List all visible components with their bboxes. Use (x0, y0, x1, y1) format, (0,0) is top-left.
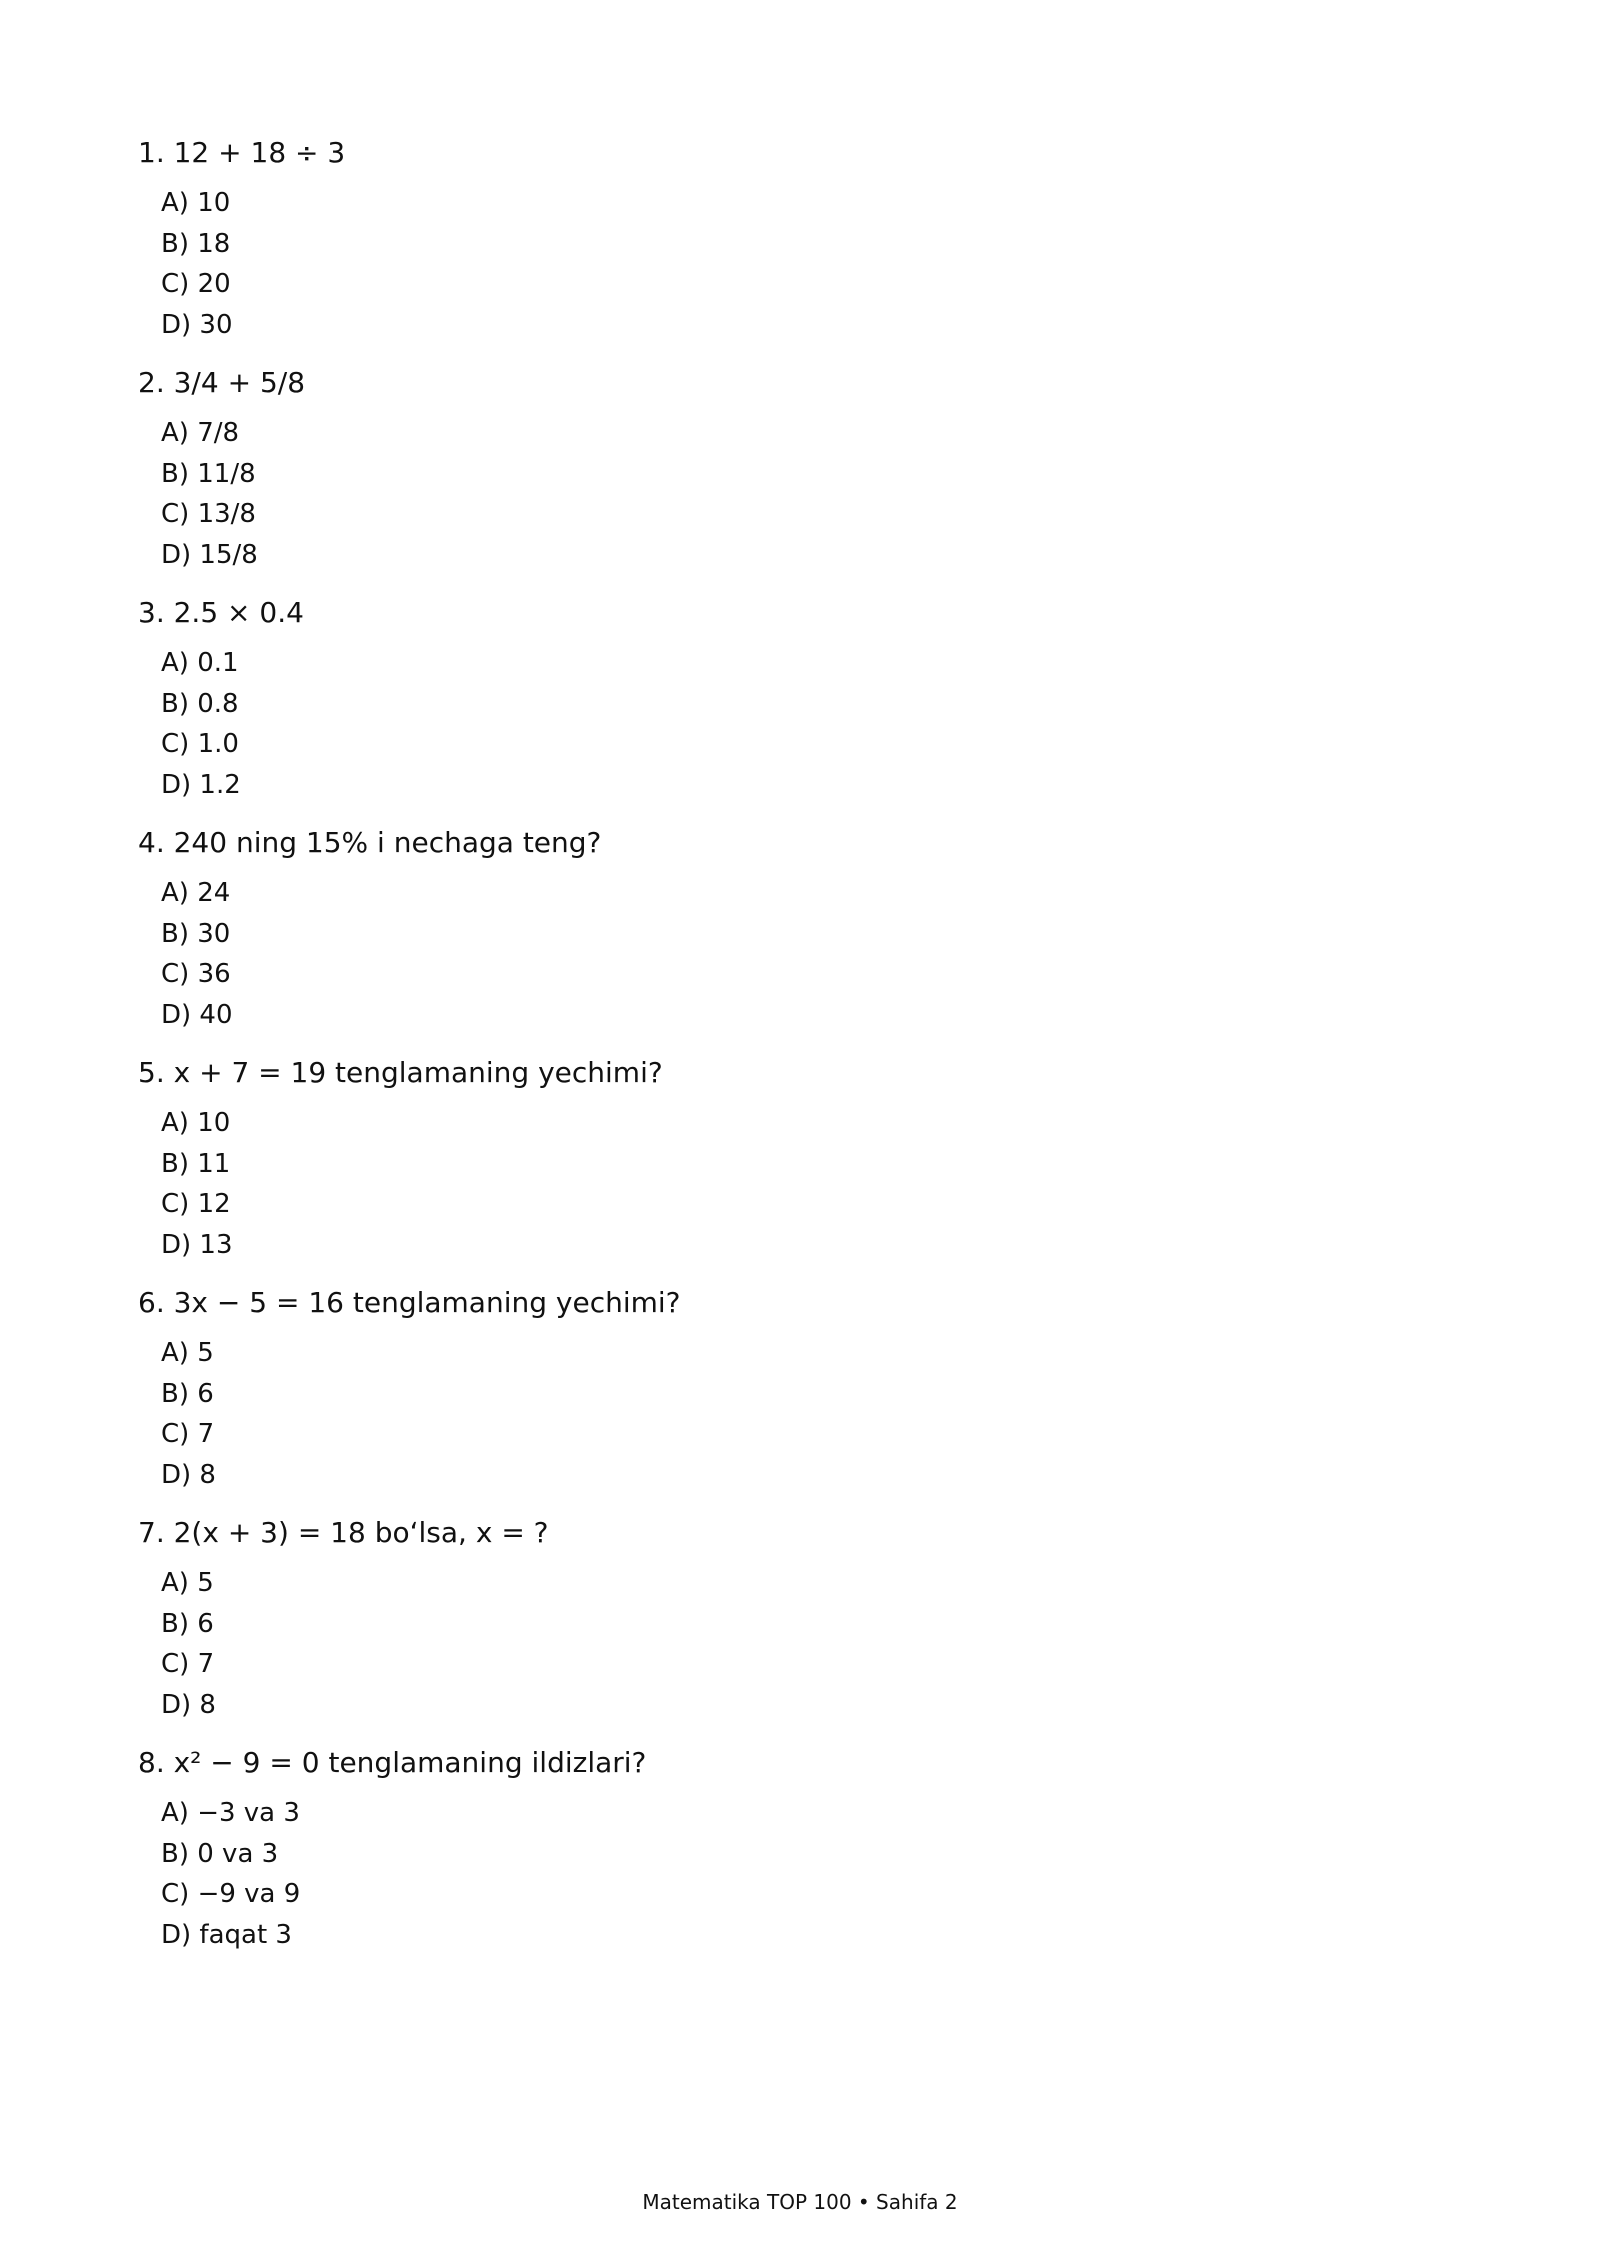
option-a: A) 5 (161, 1338, 214, 1368)
question-text: 3. 2.5 × 0.4 (138, 596, 304, 629)
option-c: C) 7 (161, 1649, 215, 1679)
question-list (138, 133, 1438, 1973)
option-a: A) 5 (161, 1568, 214, 1598)
option-a: A) 10 (161, 188, 231, 218)
answer-options (138, 183, 1438, 345)
answer-options (138, 1793, 1438, 1955)
option-c: C) −9 va 9 (161, 1879, 301, 1909)
option-d: D) 8 (161, 1689, 216, 1720)
answer-options (138, 1103, 1438, 1265)
option-d: D) 15/8 (161, 539, 258, 570)
answer-options (138, 1333, 1438, 1495)
question-5 (138, 1053, 1438, 1283)
question-text: 2. 3/4 + 5/8 (138, 366, 306, 399)
option-d: D) 8 (161, 1459, 216, 1490)
option-b: B) 18 (161, 228, 231, 259)
answer-options (138, 1563, 1438, 1725)
option-a: A) −3 va 3 (161, 1798, 300, 1828)
option-c: C) 1.0 (161, 729, 239, 759)
option-b: B) 0 va 3 (161, 1838, 279, 1869)
question-text: 6. 3x − 5 = 16 tenglamaning yechimi? (138, 1286, 681, 1319)
option-c: C) 7 (161, 1419, 215, 1449)
option-d: D) 13 (161, 1229, 233, 1260)
question-1 (138, 133, 1438, 363)
option-a: A) 7/8 (161, 418, 240, 448)
question-text: 5. x + 7 = 19 tenglamaning yechimi? (138, 1056, 663, 1089)
option-b: B) 11 (161, 1148, 231, 1179)
option-d: D) 1.2 (161, 769, 241, 800)
option-b: B) 0.8 (161, 688, 239, 719)
question-4 (138, 823, 1438, 1053)
option-a: A) 10 (161, 1108, 231, 1138)
option-d: D) 40 (161, 999, 233, 1030)
answer-options (138, 413, 1438, 575)
question-8 (138, 1743, 1438, 1973)
option-c: C) 20 (161, 269, 231, 299)
question-6 (138, 1283, 1438, 1513)
answer-options (138, 643, 1438, 805)
question-text: 1. 12 + 18 ÷ 3 (138, 136, 346, 169)
option-c: C) 36 (161, 959, 231, 989)
question-text: 8. x² − 9 = 0 tenglamaning ildizlari? (138, 1746, 647, 1779)
question-3 (138, 593, 1438, 823)
option-c: C) 13/8 (161, 499, 256, 529)
answer-options (138, 873, 1438, 1035)
question-7 (138, 1513, 1438, 1743)
option-b: B) 6 (161, 1378, 214, 1409)
question-2 (138, 363, 1438, 593)
page-footer: Matematika TOP 100 • Sahifa 2 (642, 2190, 958, 2214)
option-d: D) 30 (161, 309, 233, 340)
question-text: 7. 2(x + 3) = 18 boʻlsa, x = ? (138, 1516, 549, 1549)
option-c: C) 12 (161, 1189, 231, 1219)
option-b: B) 11/8 (161, 458, 256, 489)
option-d: D) faqat 3 (161, 1919, 292, 1950)
option-b: B) 30 (161, 918, 231, 949)
question-text: 4. 240 ning 15% i nechaga teng? (138, 826, 602, 859)
option-a: A) 24 (161, 878, 231, 908)
option-a: A) 0.1 (161, 648, 239, 678)
option-b: B) 6 (161, 1608, 214, 1639)
